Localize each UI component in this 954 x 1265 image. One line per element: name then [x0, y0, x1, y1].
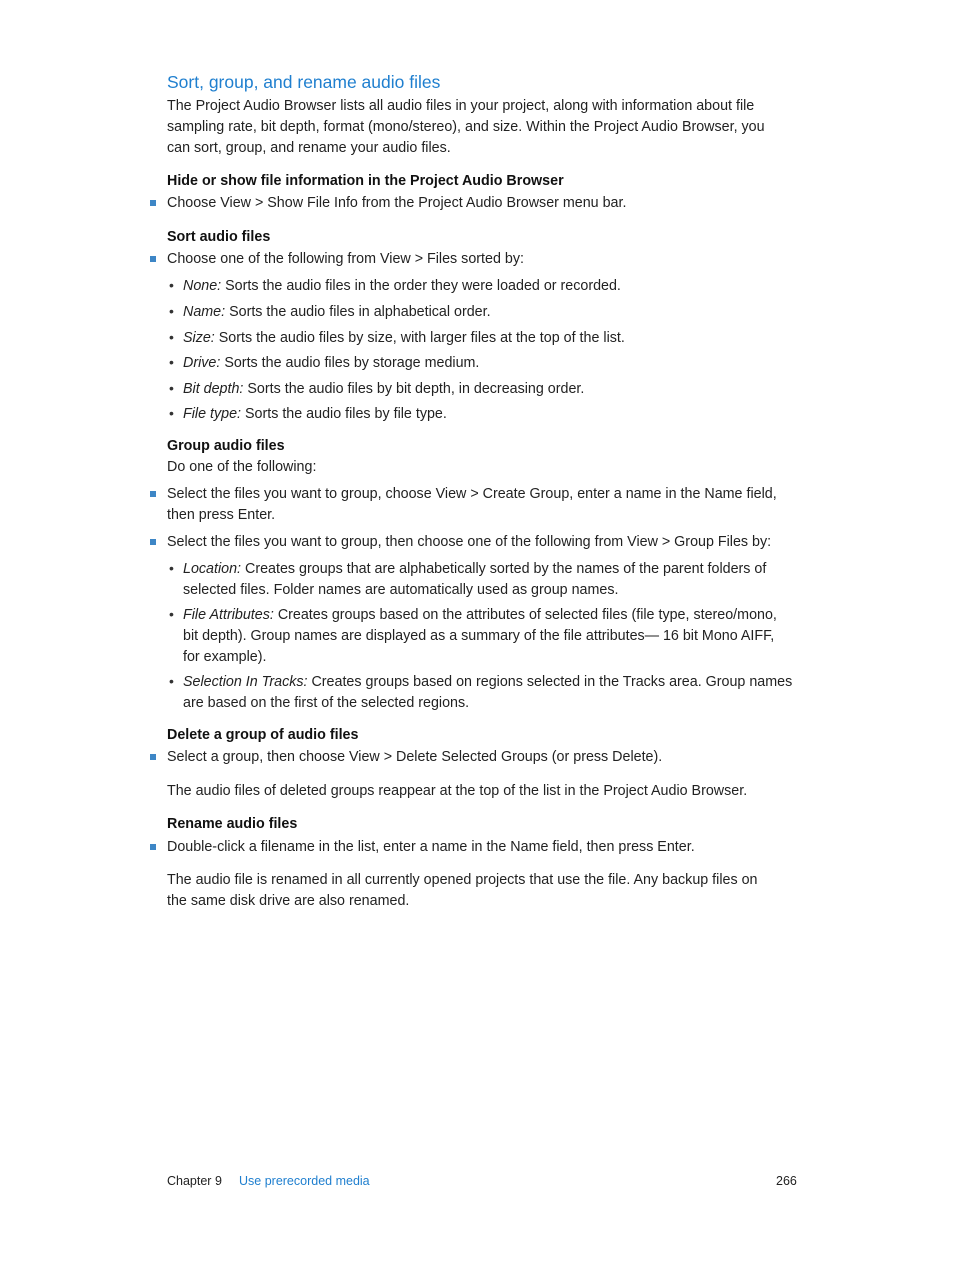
- dot-bullet-icon: •: [169, 354, 174, 370]
- sort-step: Choose one of the following from View > Files sorted by:: [167, 251, 524, 267]
- group-heading: Group audio files: [167, 438, 285, 454]
- square-bullet-icon: [150, 539, 156, 545]
- intro-line-1: The Project Audio Browser lists all audio files in your project, along with information about file: [167, 98, 755, 114]
- group-item-attributes-cont: for example).: [183, 649, 267, 665]
- group-item-location-cont: selected files. Folder names are automatically used as group names.: [183, 582, 619, 598]
- square-bullet-icon: [150, 256, 156, 262]
- footer-chapter-link[interactable]: Use prerecorded media: [239, 1174, 370, 1188]
- intro-line-3: can sort, group, and rename your audio files.: [167, 140, 451, 156]
- intro-line-2: sampling rate, bit depth, format (mono/stereo), and size. Within the Project Audio Browser, you: [167, 119, 765, 135]
- dot-bullet-icon: •: [169, 606, 174, 622]
- group-step-2: Select the files you want to group, then choose one of the following from View > Group Files by:: [167, 534, 772, 550]
- dot-bullet-icon: •: [169, 277, 174, 293]
- dot-bullet-icon: •: [169, 673, 174, 689]
- rename-step: Double-click a filename in the list, enter a name in the Name field, then press Enter.: [167, 839, 695, 855]
- group-step-1-line-2: then press Enter.: [167, 507, 276, 523]
- delete-note: The audio files of deleted groups reappear at the top of the list in the Project Audio Browser.: [167, 783, 748, 799]
- dot-bullet-icon: •: [169, 303, 174, 319]
- sort-item: Size: Sorts the audio files by size, with larger files at the top of the list.: [183, 330, 625, 346]
- square-bullet-icon: [150, 200, 156, 206]
- rename-heading: Rename audio files: [167, 816, 298, 832]
- square-bullet-icon: [150, 844, 156, 850]
- dot-bullet-icon: •: [169, 560, 174, 576]
- dot-bullet-icon: •: [169, 380, 174, 396]
- group-item-selection: Selection In Tracks: Creates groups based on regions selected in the Tracks area. Group names: [183, 674, 793, 690]
- group-lead: Do one of the following:: [167, 459, 317, 475]
- sort-heading: Sort audio files: [167, 229, 271, 245]
- square-bullet-icon: [150, 754, 156, 760]
- rename-note-line-2: the same disk drive are also renamed.: [167, 893, 410, 909]
- group-item-attributes-cont: bit depth). Group names are displayed as a summary of the file attributes— 16 bit Mono AIFF,: [183, 628, 775, 644]
- group-item-attributes: File Attributes: Creates groups based on the attributes of selected files (file type, stereo/mono,: [183, 607, 777, 623]
- delete-heading: Delete a group of audio files: [167, 727, 359, 743]
- group-step-1-line-1: Select the files you want to group, choose View > Create Group, enter a name in the Name field,: [167, 486, 777, 502]
- section-heading: Sort, group, and rename audio files: [167, 72, 441, 92]
- square-bullet-icon: [150, 491, 156, 497]
- sort-item: Drive: Sorts the audio files by storage medium.: [183, 355, 480, 371]
- footer-page-number: 266: [776, 1174, 797, 1188]
- group-item-selection-cont: are based on the first of the selected regions.: [183, 695, 470, 711]
- rename-note-line-1: The audio file is renamed in all currently opened projects that use the file. Any backup files on: [167, 872, 758, 888]
- dot-bullet-icon: •: [169, 329, 174, 345]
- sort-item: Bit depth: Sorts the audio files by bit depth, in decreasing order.: [183, 381, 585, 397]
- sort-item: Name: Sorts the audio files in alphabetical order.: [183, 304, 491, 320]
- footer-chapter: Chapter 9: [167, 1174, 222, 1188]
- sort-item: File type: Sorts the audio files by file type.: [183, 406, 447, 422]
- sort-item: None: Sorts the audio files in the order they were loaded or recorded.: [183, 278, 621, 294]
- group-item-location: Location: Creates groups that are alphabetically sorted by the names of the parent folders of: [183, 561, 767, 577]
- dot-bullet-icon: •: [169, 405, 174, 421]
- hide-show-heading: Hide or show file information in the Project Audio Browser: [167, 173, 564, 189]
- hide-show-step: Choose View > Show File Info from the Project Audio Browser menu bar.: [167, 195, 627, 211]
- delete-step: Select a group, then choose View > Delete Selected Groups (or press Delete).: [167, 749, 663, 765]
